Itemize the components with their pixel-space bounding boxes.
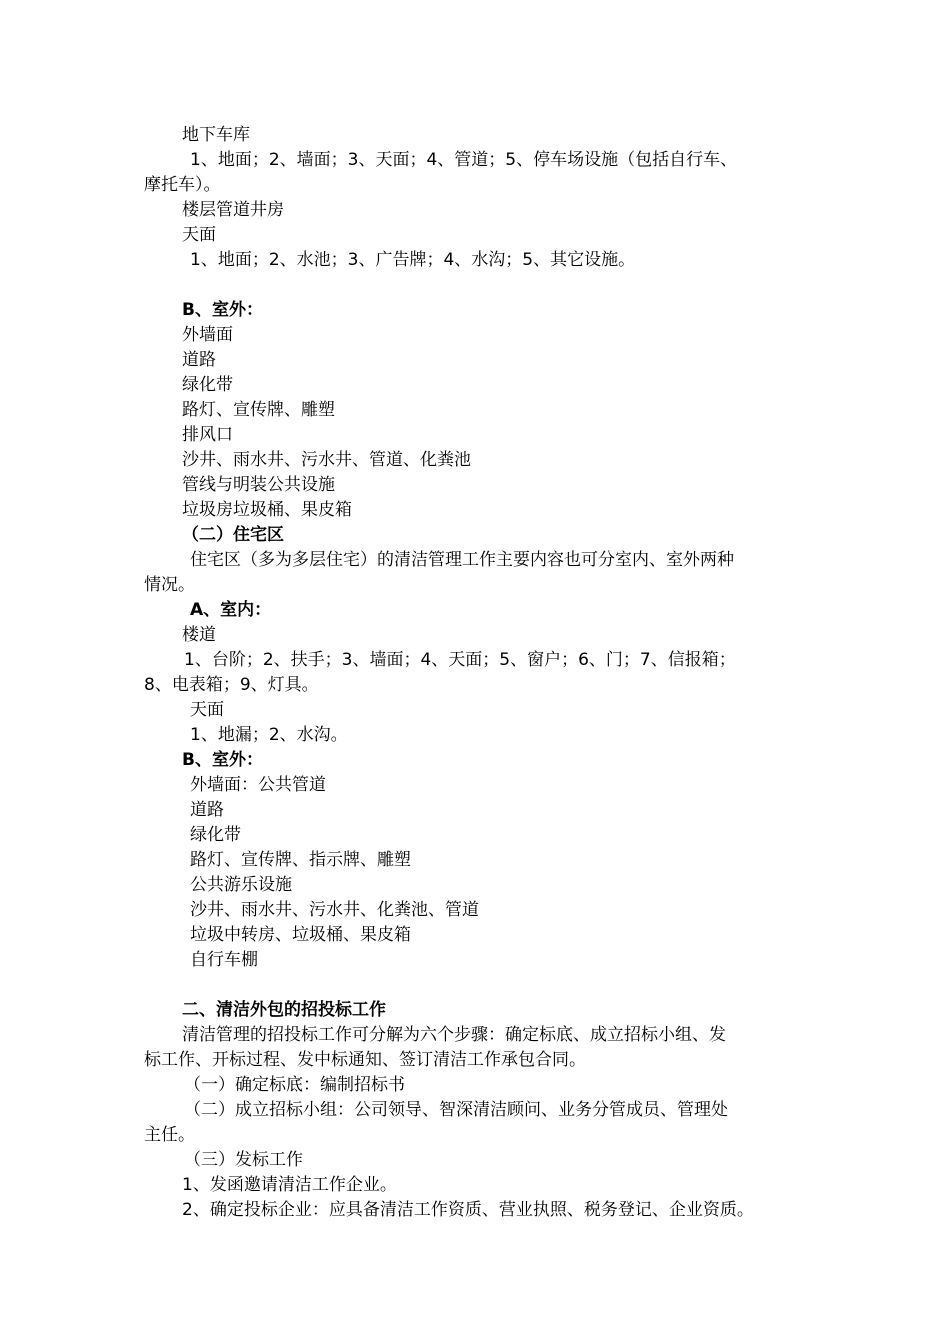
line-bike-shed: 自行车棚	[190, 950, 258, 970]
line-basement-items-1: 1、地面；2、墙面；3、天面；4、管道；5、停车场设施（包括自行车、	[190, 150, 738, 170]
line-rooftop-2: 天面	[190, 700, 224, 720]
line-wells: 沙井、雨水井、污水井、管道、化粪池	[182, 450, 471, 470]
line-vent: 排风口	[182, 425, 233, 445]
line-pipe-shaft: 楼层管道井房	[182, 200, 284, 220]
line-garbage-room: 垃圾房垃圾桶、果皮箱	[182, 500, 352, 520]
line-invite-companies: 1、发函邀请清洁工作企业。	[182, 1175, 397, 1195]
line-garbage-transfer: 垃圾中转房、垃圾桶、果皮箱	[190, 925, 411, 945]
line-step-three: （三）发标工作	[184, 1150, 303, 1170]
line-residential-intro-2: 情况。	[144, 575, 195, 595]
line-streetlights: 路灯、宣传牌、雕塑	[182, 400, 335, 420]
line-step-one: （一）确定标底：编制招标书	[184, 1075, 405, 1095]
line-road-2: 道路	[190, 800, 224, 820]
heading-outdoor-b-2: B、室外：	[182, 750, 263, 770]
line-road: 道路	[182, 350, 216, 370]
line-wells-2: 沙井、雨水井、污水井、化粪池、管道	[190, 900, 479, 920]
line-basement-items-2: 摩托车）。	[144, 175, 221, 195]
line-step-two-2: 主任。	[144, 1125, 195, 1145]
line-residential-intro-1: 住宅区（多为多层住宅）的清洁管理工作主要内容也可分室内、室外两种	[190, 550, 734, 570]
line-rooftop: 天面	[182, 225, 216, 245]
line-pipelines: 管线与明装公共设施	[182, 475, 335, 495]
line-exterior-wall-2: 外墙面：公共管道	[190, 775, 326, 795]
line-exterior-wall: 外墙面	[182, 325, 233, 345]
line-bidding-intro-1: 清洁管理的招投标工作可分解为六个步骤：确定标底、成立招标小组、发	[182, 1025, 726, 1045]
line-basement-garage: 地下车库	[182, 125, 250, 145]
line-streetlights-2: 路灯、宣传牌、指示牌、雕塑	[190, 850, 411, 870]
line-playground: 公共游乐设施	[190, 875, 292, 895]
heading-section-two: 二、清洁外包的招投标工作	[182, 1000, 386, 1020]
line-stairway: 楼道	[182, 625, 216, 645]
line-stairway-items-2: 8、电表箱；9、灯具。	[144, 675, 319, 695]
heading-indoor-a: A、室内：	[190, 600, 272, 620]
line-bidding-intro-2: 标工作、开标过程、发中标通知、签订清洁工作承包合同。	[144, 1050, 586, 1070]
line-stairway-items-1: 1、台阶；2、扶手；3、墙面；4、天面；5、窗户；6、门；7、信报箱；	[184, 650, 736, 670]
heading-residential: （二）住宅区	[182, 525, 284, 545]
heading-outdoor-b: B、室外：	[182, 300, 263, 320]
line-green-belt: 绿化带	[182, 375, 233, 395]
line-green-belt-2: 绿化带	[190, 825, 241, 845]
line-step-two-1: （二）成立招标小组：公司领导、智深清洁顾问、业务分管成员、管理处	[184, 1100, 728, 1120]
line-rooftop-2-items: 1、地漏；2、水沟。	[190, 725, 348, 745]
line-rooftop-items: 1、地面；2、水池；3、广告牌；4、水沟；5、其它设施。	[190, 250, 636, 270]
line-confirm-bidders: 2、确定投标企业：应具备清洁工作资质、营业执照、税务登记、企业资质。	[182, 1200, 754, 1220]
